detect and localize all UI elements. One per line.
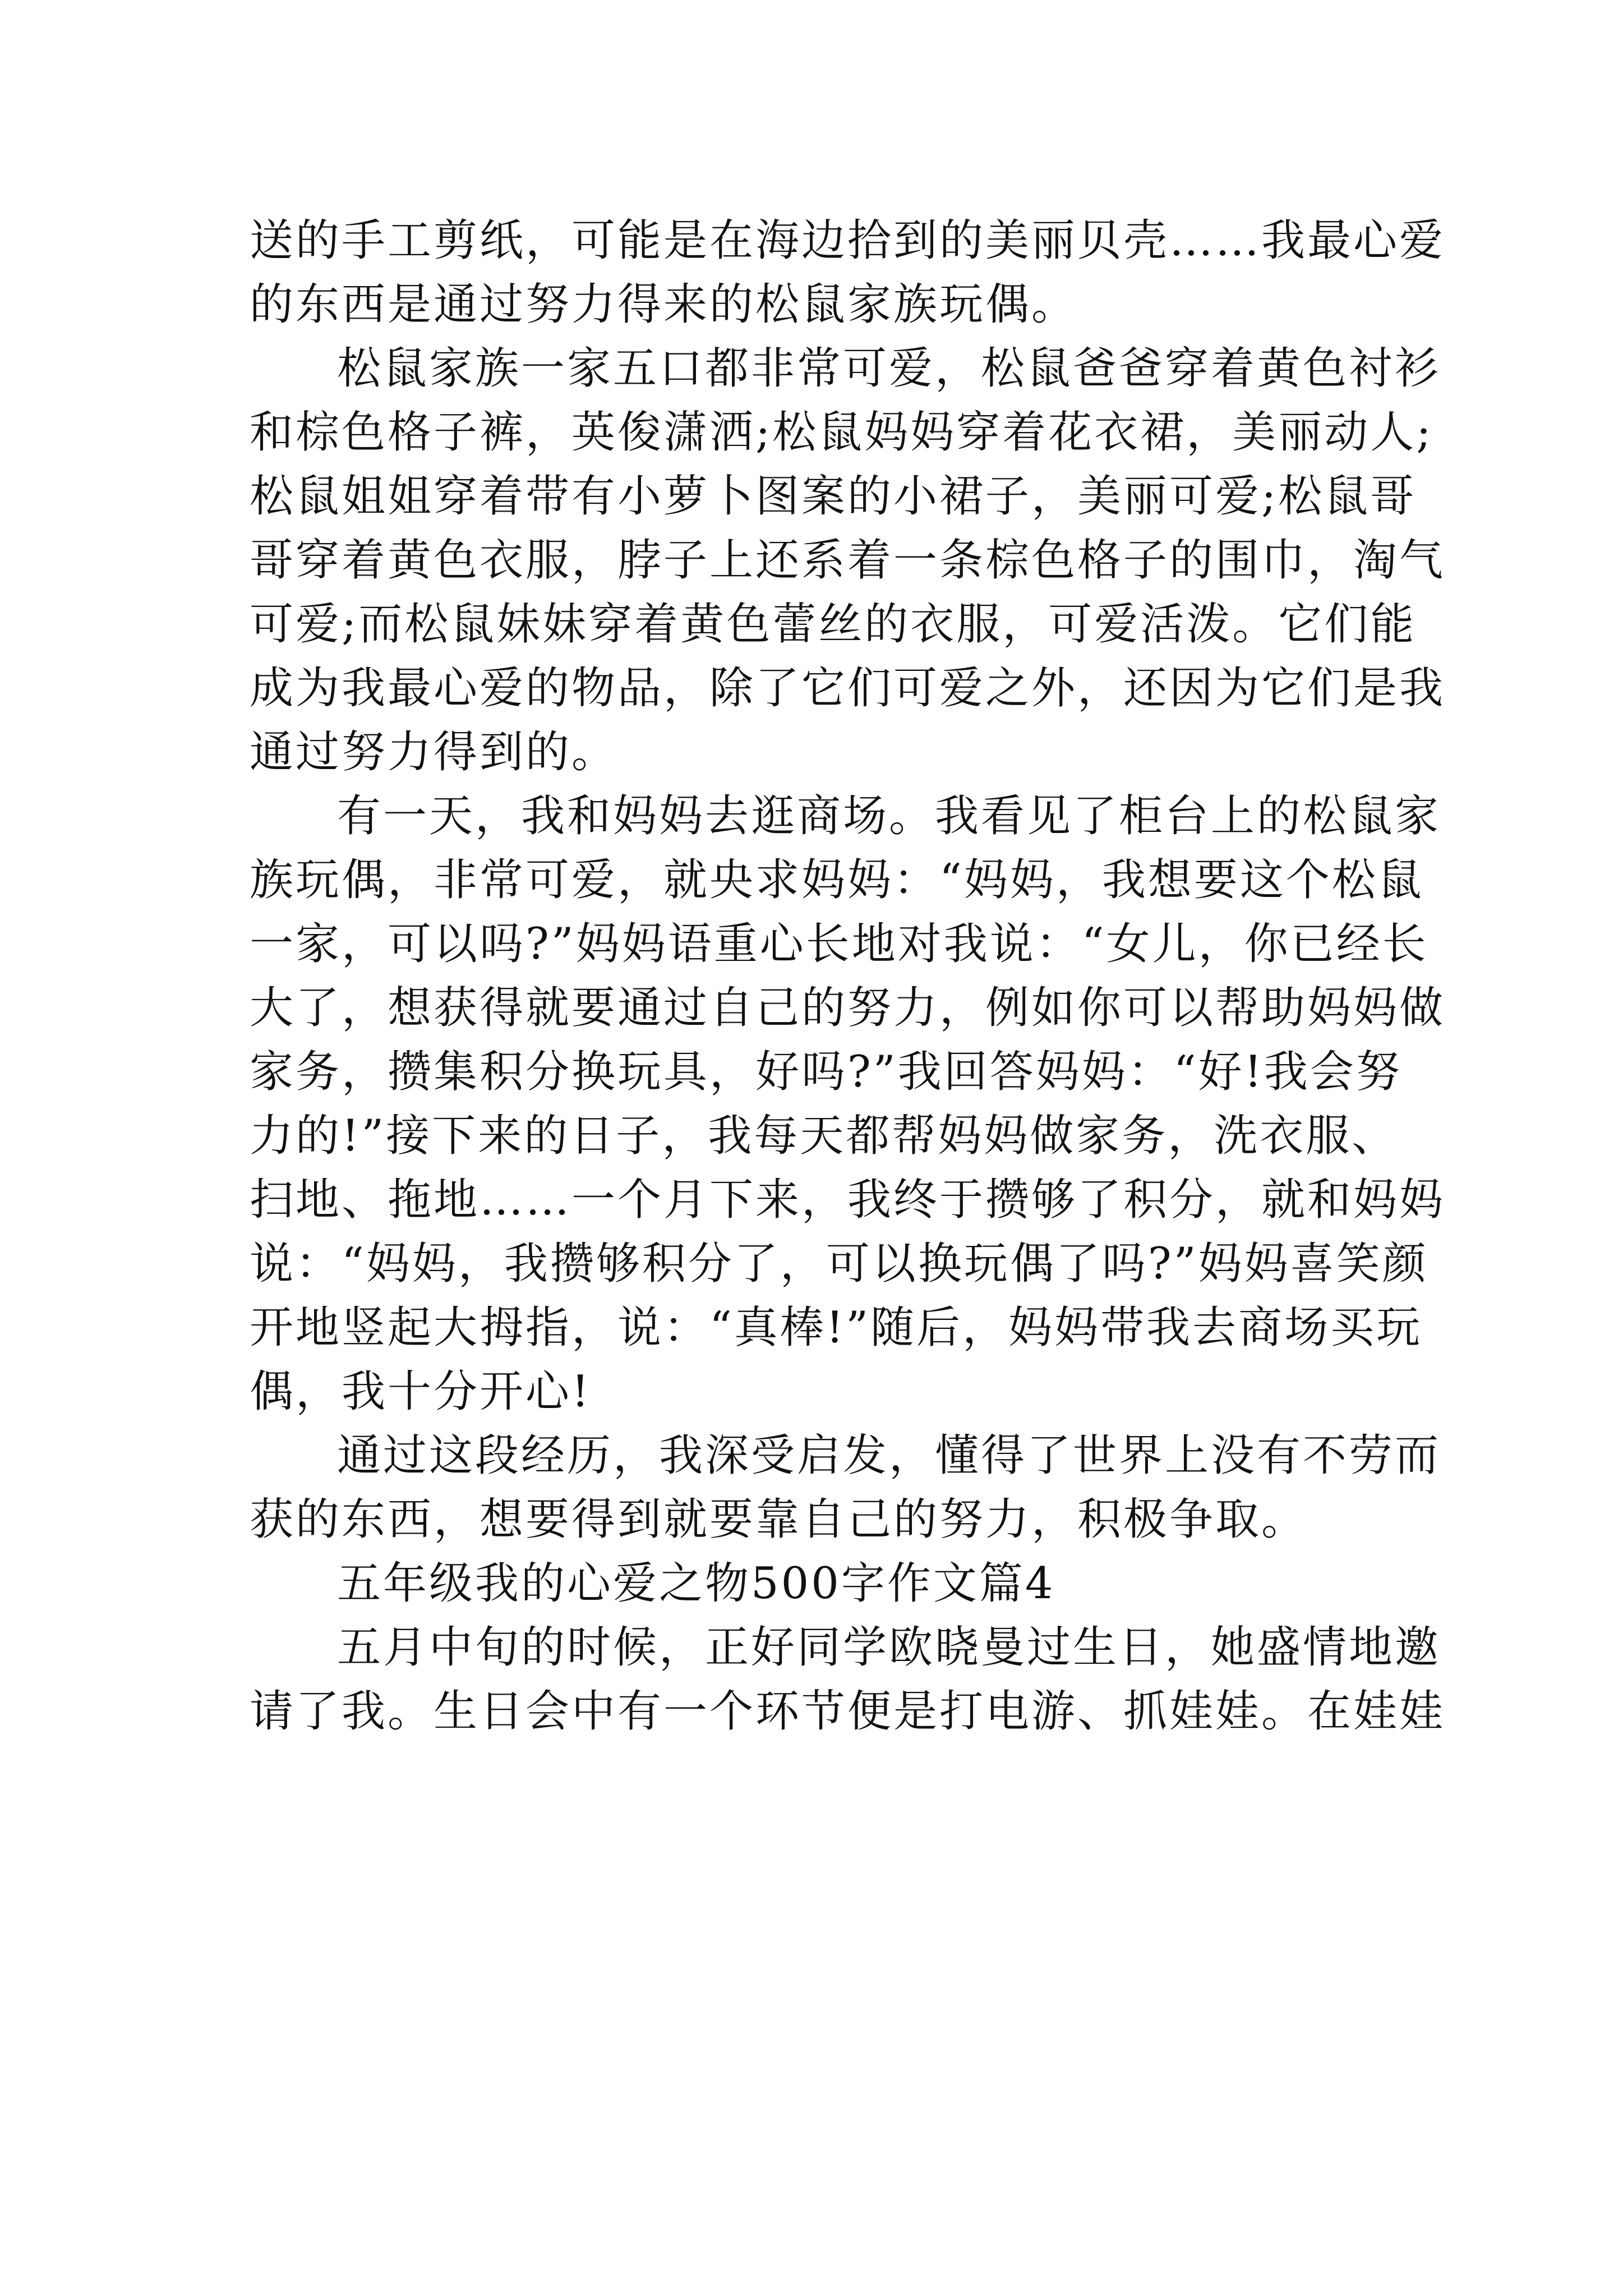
text-line: 通过这段经历，我深受启发，懂得了世界上没有不劳而 <box>337 1430 1441 1481</box>
text-line: 有一天，我和妈妈去逛商场。我看见了柜台上的松鼠家 <box>337 791 1441 841</box>
text-line: 力的!”接下来的日子，我每天都帮妈妈做家务，洗衣服、 <box>250 1111 1398 1161</box>
text-line: 松鼠家族一家五口都非常可爱，松鼠爸爸穿着黄色衬衫 <box>337 343 1441 394</box>
text-line: 成为我最心爱的物品，除了它们可爱之外，还因为它们是我 <box>250 663 1446 714</box>
text-line: 家务，攒集积分换玩具，好吗?”我回答妈妈：“好!我会努 <box>250 1047 1402 1097</box>
section-heading: 五年级我的心爱之物500字作文篇4 <box>337 1558 1055 1609</box>
text-line: 哥穿着黄色衣服，脖子上还系着一条棕色格子的围巾，淘气 <box>250 535 1446 586</box>
paragraph-squirrel-family <box>250 337 1446 784</box>
text-line: 扫地、拖地……一个月下来，我终于攒够了积分，就和妈妈 <box>250 1175 1446 1225</box>
text-line: 开地竖起大拇指，说：“真棒!”随后，妈妈带我去商场买玩 <box>250 1303 1423 1353</box>
paragraph-essay4-opening <box>250 1616 1446 1743</box>
text-line: 大了，想获得就要通过自己的努力，例如你可以帮助妈妈做 <box>250 983 1446 1033</box>
text-line: 松鼠姐姐穿着带有小萝卜图案的小裙子，美丽可爱;松鼠哥 <box>250 471 1417 522</box>
text-line: 一家，可以吗?”妈妈语重心长地对我说：“女儿，你已经长 <box>250 919 1428 969</box>
essay-heading-4 <box>250 1552 1388 1616</box>
text-line: 请了我。生日会中有一个环节便是打电游、抓娃娃。在娃娃 <box>250 1686 1446 1737</box>
text-line: 偶，我十分开心! <box>250 1366 592 1417</box>
text-line: 和棕色格子裤，英俊潇洒;松鼠妈妈穿着花衣裙，美丽动人; <box>250 407 1433 458</box>
text-line: 可爱;而松鼠妹妹穿着黄色蕾丝的衣服，可爱活泼。它们能 <box>250 599 1417 650</box>
paragraph-intro-continued <box>250 209 1446 337</box>
text-line: 说：“妈妈，我攒够积分了，可以换玩偶了吗?”妈妈喜笑颜 <box>250 1239 1428 1289</box>
text-line: 五月中旬的时候，正好同学欧晓曼过生日，她盛情地邀 <box>337 1622 1441 1673</box>
text-line: 获的东西，想要得到就要靠自己的努力，积极争取。 <box>250 1494 1308 1545</box>
text-line: 通过努力得到的。 <box>250 727 618 777</box>
text-line: 送的手工剪纸，可能是在海边拾到的美丽贝壳……我最心爱 <box>250 215 1446 266</box>
paragraph-conclusion <box>250 1424 1441 1552</box>
text-line: 的东西是通过努力得来的松鼠家族玩偶。 <box>250 279 1078 330</box>
document-body <box>250 209 1446 1743</box>
paragraph-shopping-story <box>250 784 1446 1424</box>
text-line: 族玩偶，非常可爱，就央求妈妈：“妈妈，我想要这个松鼠 <box>250 855 1424 905</box>
